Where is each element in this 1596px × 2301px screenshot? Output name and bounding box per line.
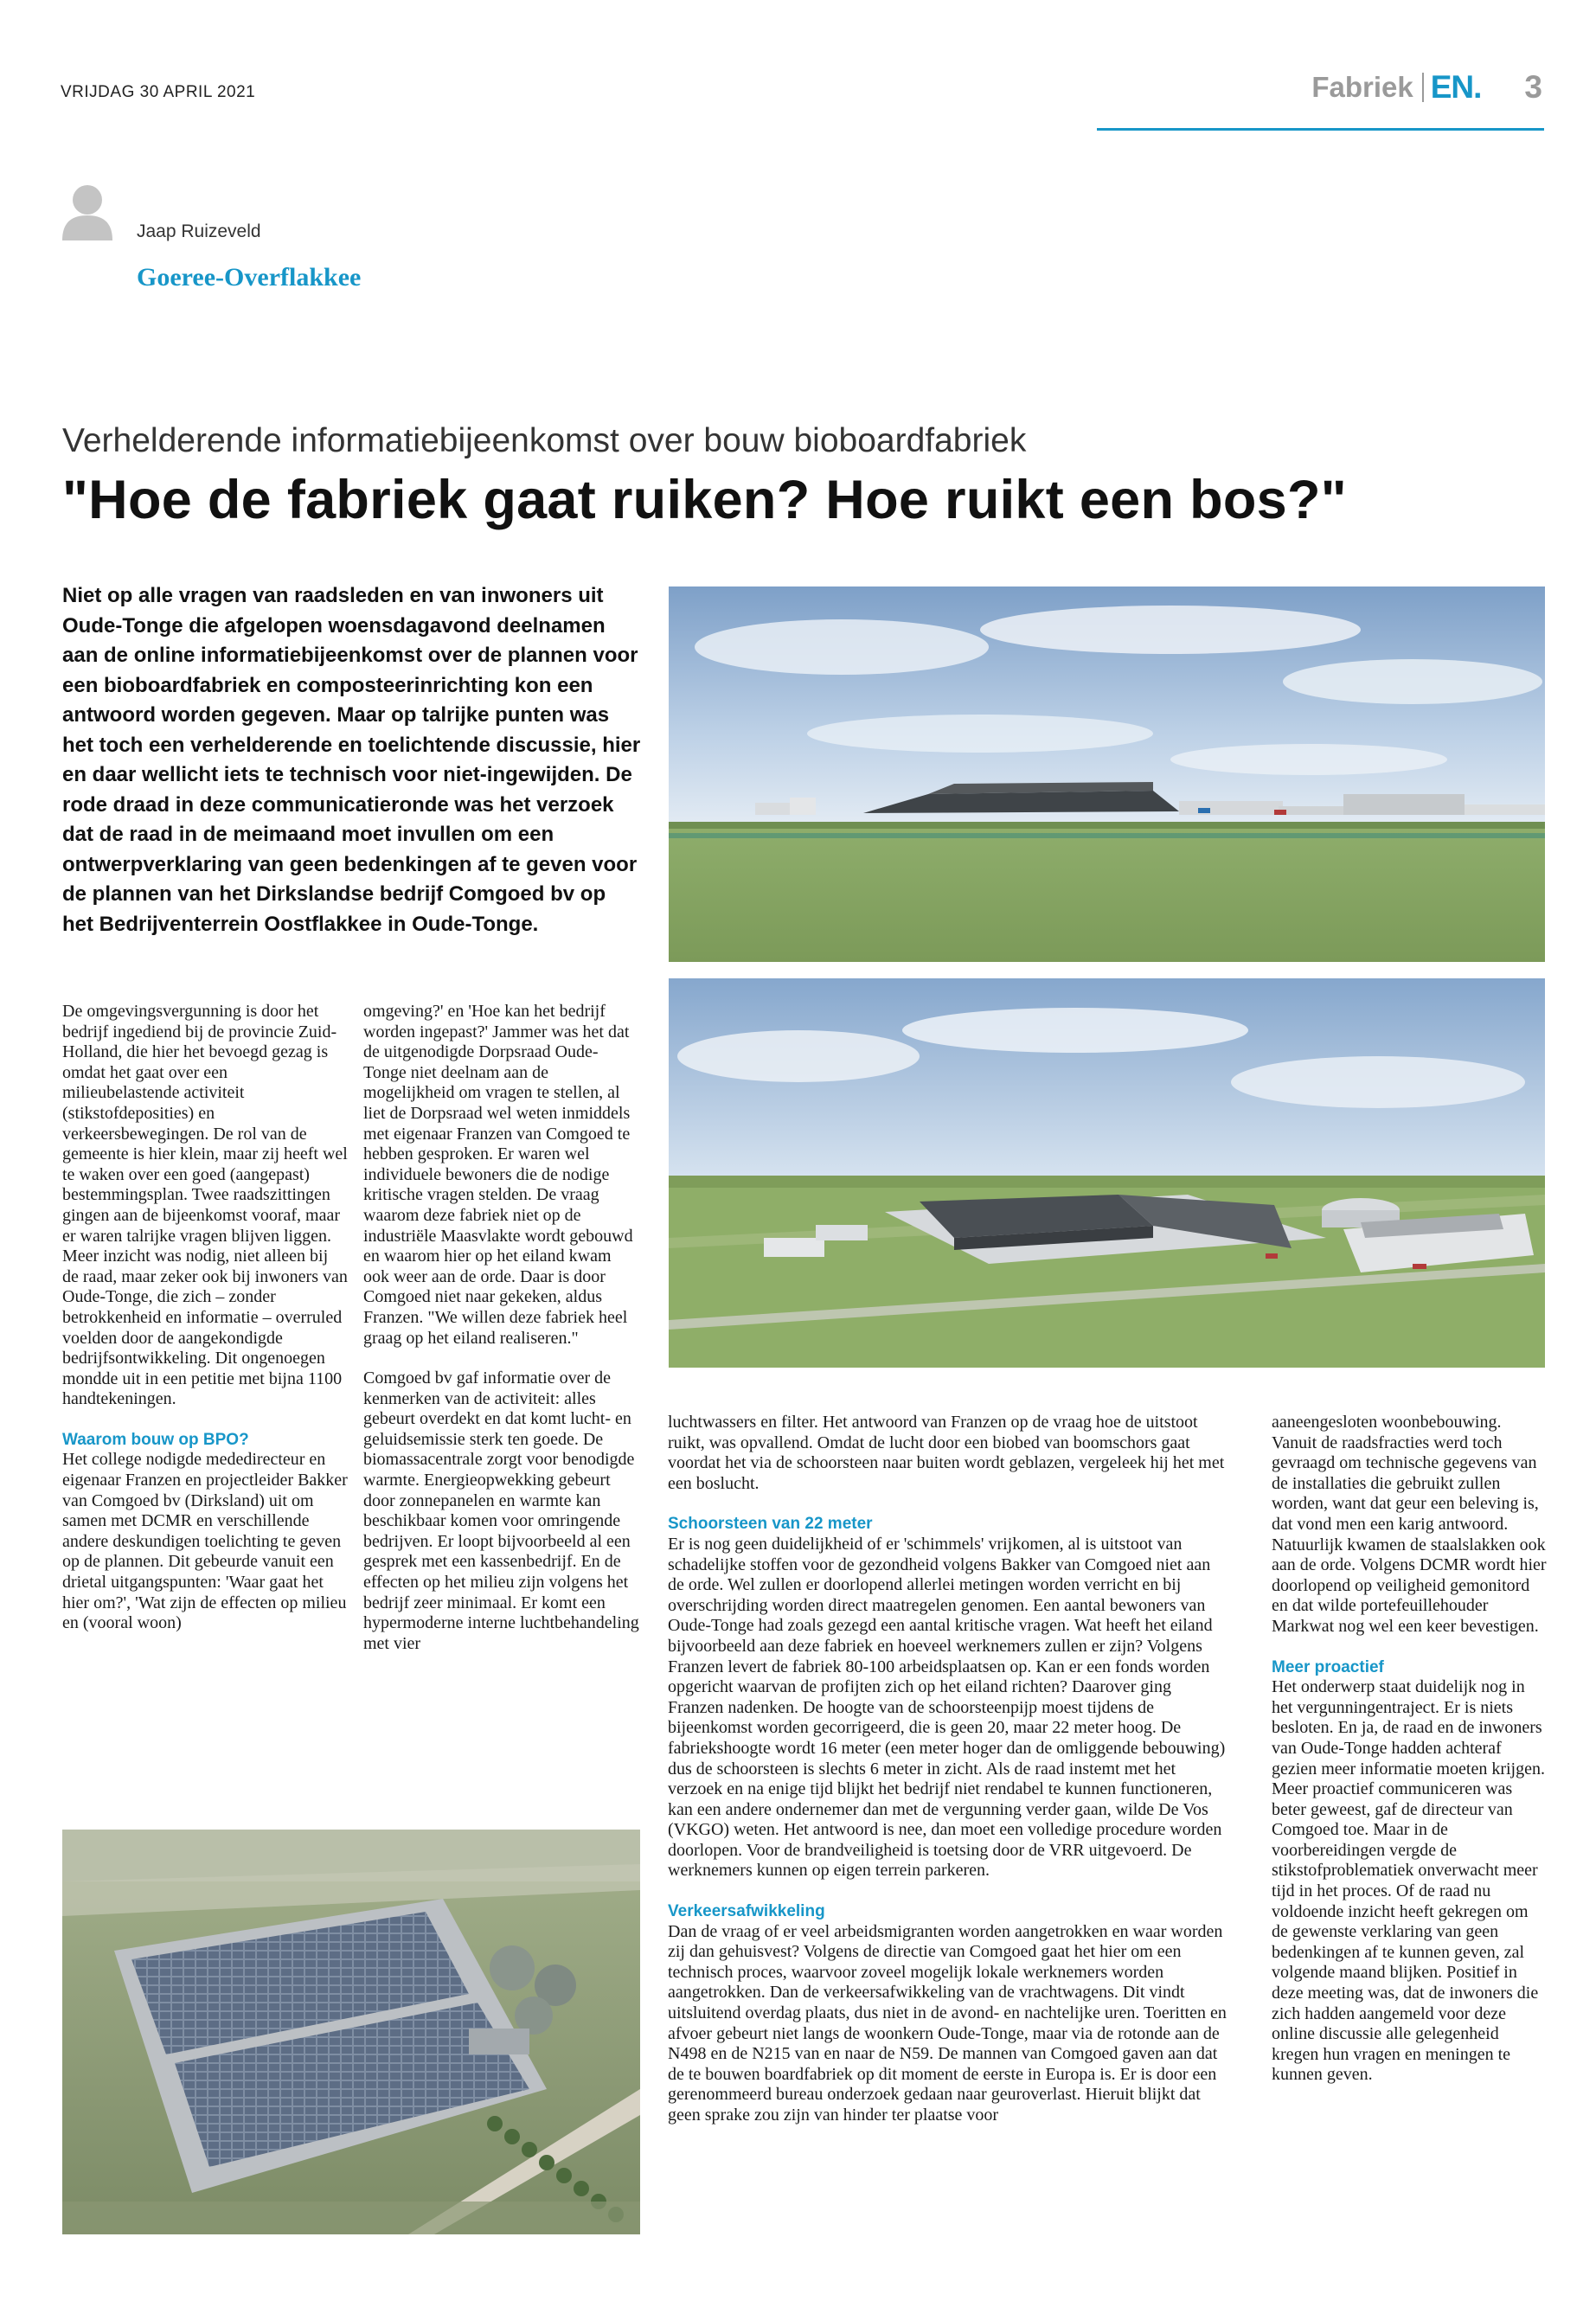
header-rule [1097,128,1544,131]
author-name: Jaap Ruizeveld [137,221,261,241]
paragraph: De omgevingsvergunning is door het bedrijf ingediend bij de provincie Zuid-Holland, die hier het bevoegd gezag is omdat het gaat over een milieubelastende activiteit (stikstofdeposities) en verkeersbewegingen. De rol van de gemeente is hier klein, maar zij heeft wel te waken over een goed (aangepast) bestemmingsplan. Twee raadszittingen gingen aan de bijeenkomst vooraf, maar er waren talrijke vragen blijven liggen. Meer inzicht was nodig, niet alleen bij de raad, maar zeker ook bij inwoners van Oude-Tonge, die zich – zonder betrokkenheid en informatie – overruled voelden door de aangekondigde bedrijfsontwikkeling. Dit ongenoegen mondde uit in een petitie met bijna 1100 handtekeningen. [62,1002,348,1409]
subheading-meer-proactief: Meer proactief [1272,1657,1384,1676]
article-headline: "Hoe de fabriek gaat ruiken? Hoe ruikt een bos?" [62,470,1347,530]
issue-date: VRIJDAG 30 APRIL 2021 [61,83,256,101]
paragraph: Er is nog geen duidelijkheid of er 'schimmels' vrijkomen, al is uitstoot van schadelijke stoffen voor de gezondheid volgens Bakker van Comgoed niet aan de orde. Wel zullen er doorlopend allerlei metingen worden verricht en bij overschrijding worden direct maatregelen genomen. Een aantal bewoners van Oude-Tonge had zoals gezegd een aantal kritische vragen. Wat heeft het eiland bijvoorbeeld aan deze fabriek en hoeveel werknemers zullen er zijn? Volgens Franzen levert de fabriek 80-100 arbeidsplaatsen op. Kan er een fonds worden opgericht waarvan de profijten zich op het eiland richten? Daarover ging Franzen nadenken. De hoogte van de schoorsteenpijp moest tijdens de bijeenkomst worden gecorrigeerd, die is geen 20, maar 22 meter hoog. De fabriekshoogte wordt 16 meter (een meter hoger dan de omliggende bebouwing) dus de schoorsteen is slechts 6 meter in zicht. Als de raad instemt met het verzoek en na enige tijd blijkt het bedrijf niet rendabel te kunnen functioneren, kan een andere ondernemer dan met de vergunning verder gaan, wilde De Vos (VKGO) weten. Het antwoord is nee, dan moet een volledige procedure worden doorlopen. Voor de brandveiligheid is toetsing door de VRR uitgevoerd. De werknemers kunnen op eigen terrein parkeren. [668,1534,1226,1881]
page-header [1311,69,1542,106]
paragraph: luchtwassers en filter. Het antwoord van Franzen op de vraag hoe de uitstoot ruikt, was opvallend. Omdat de lucht door een biobed van boomschors gaat voordat het via de schoorsteen naar buiten wordt geblazen, vergeleek hij het met een boslucht. [668,1413,1225,1493]
paragraph: aaneengesloten woonbebouwing. Vanuit de raadsfracties werd toch gevraagd om technische gegevens van de installaties die gebruikt zullen worden, want dat geur een beleving is, dat vond men een karig antwoord. Natuurlijk kwamen de staalslakken ook aan de orde. Volgens DCMR wordt hier doorlopend op veiligheid gemonitord en dat wilde portefeuillehouder Markwat nog wel een keer bevestigen. [1272,1413,1547,1636]
intro-text: Niet op alle vragen van raadsleden en van inwoners uit Oude-Tonge die afgelopen woensdagavond deelnamen aan de online informatiebijeenkomst over de plannen voor een bioboardfabriek en composteerinrichting kon een antwoord worden gegeven. Maar op talrijke punten was het toch een verhelderende en toelichtende discussie, hier en daar wellicht iets te technisch voor niet-ingewijden. De rode draad in deze communicatieronde was het verzoek dat de raad in de meimaand moet invullen om een ontwerpverklaring van geen bedenkingen af te geven voor de plannen van het Dirkslandse bedrijf Comgoed bv op het Bedrijventerrein Oostflakkee in Oude-Tonge. [62,584,641,936]
render-photo-aerial-view [669,978,1545,1368]
region-label: Goeree-Overflakkee [137,263,362,292]
paragraph: Het onderwerp staat duidelijk nog in het vergunningentraject. Er is niets besloten. En ja, de raad en de inwoners van Oude-Tonge hadden achteraf gezien meer informatie moeten krijgen. Meer proactief communiceren was beter geweest, gaf de directeur van Comgoed toe. Maar in de voorbereidingen vergde de stikstofproblematiek onverwacht meer tijd in het proces. Of de raad nu voldoende inzicht heeft gekregen om de gewenste verklaring van geen bedenkingen af te kunnen geven, zal volgende maand blijken. Positief in deze meeting was, dat de inwoners die zich hadden aangemeld voor deze online discussie alle gelegenheid kregen hun vragen en meningen te kunnen geven. [1272,1677,1545,2085]
paragraph: Comgoed bv gaf informatie over de kenmerken van de activiteit: alles gebeurt overdekt en dat komt lucht- en geluidsemissie sterk ten goede. De biomassacentrale zorgt voor benodigde warmte. Energieopwekking gebeurt door zonnepanelen en warmte kan beschikbaar komen voor omringende bedrijven. Er loopt bijvoorbeeld al een gesprek met een kassenbedrijf. En de effecten op het milieu zijn volgens het bedrijf zeer minimaal. Er komt een hypermoderne interne luchtbehandeling met vier [363,1368,639,1653]
subheading-verkeer: Verkeersafwikkeling [668,1902,825,1921]
aerial-photo-solar-roof [62,1830,640,2234]
subheading-schoorsteen: Schoorsteen van 22 meter [668,1515,873,1534]
paragraph: omgeving?' en 'Hoe kan het bedrijf worden ingepast?' Jammer was het dat de uitgenodigde Dorpsraad Oude-Tonge niet deelnam aan de mogelijkheid om vragen te stellen, al liet de Dorpsraad wel weten inmiddels met eigenaar Franzen van Comgoed te hebben gesproken. Er waren wel individuele bewoners die de nodige kritische vragen stelden. De vraag waarom deze fabriek niet op de industriële Maasvlakte wordt gebouwd en waarom hier op het eiland kwam ook weer aan de orde. Daar is door Comgoed niet naar gekeken, aldus Franzen. "We willen deze fabriek heel graag op het eiland realiseren." [363,1002,633,1348]
header-divider [1422,73,1424,102]
subheading-waarom: Waarom bouw op BPO? [62,1430,249,1449]
article-column-1 [62,1002,348,1634]
render-photo-side-view [669,586,1545,962]
publication-logo: EN. [1430,69,1482,105]
paragraph: Het college nodigde mededirecteur en eigenaar Franzen en projectleider Bakker van Comgoed bv (Dirksland) uit om samen met DCMR en verschillende andere deskundigen toelichting te geven op de plannen. Dit gebeurde vanuit een drietal uitgangspunten: 'Waar gaat het hier om?', 'Wat zijn de effecten op milieu en (vooral woon) [62,1450,348,1633]
article-column-2 [363,1002,640,1654]
paragraph: Dan de vraag of er veel arbeidsmigranten worden aangetrokken en waar worden zij dan gehuisvest? Volgens de directie van Comgoed gaat het hier om een technisch proces, waarvoor zoveel mogelijk lokale werknemers worden aangetrokken. Dan de verkeersafwikkeling van de vrachtwagens. Dit vindt uitsluitend overdag plaats, dus niet in de avond- en nachtelijke uren. Toeritten en afvoer gebeurt niet langs de woonkern Oude-Tonge, maar via de rotonde aan de N498 en de N215 van en naar de N59. De mannen van Comgoed gaven aan dat de te bouwen boardfabriek op dit moment de eerste in Europa is. Er is door een gerenommeerd bureau onderzoek gedaan naar geuroverlast. Hieruit blijkt dat geen sprake zou zijn van hinder ter plaatse voor [668,1921,1227,2125]
section-name: Fabriek [1311,71,1413,103]
page-number: 3 [1524,69,1542,105]
article-column-3 [668,1413,1230,2126]
person-silhouette-icon [62,183,112,240]
article-column-4 [1272,1413,1547,2086]
article-kicker: Verhelderende informatiebijeenkomst over bouw bioboardfabriek [62,422,1027,459]
article-intro [62,581,642,939]
